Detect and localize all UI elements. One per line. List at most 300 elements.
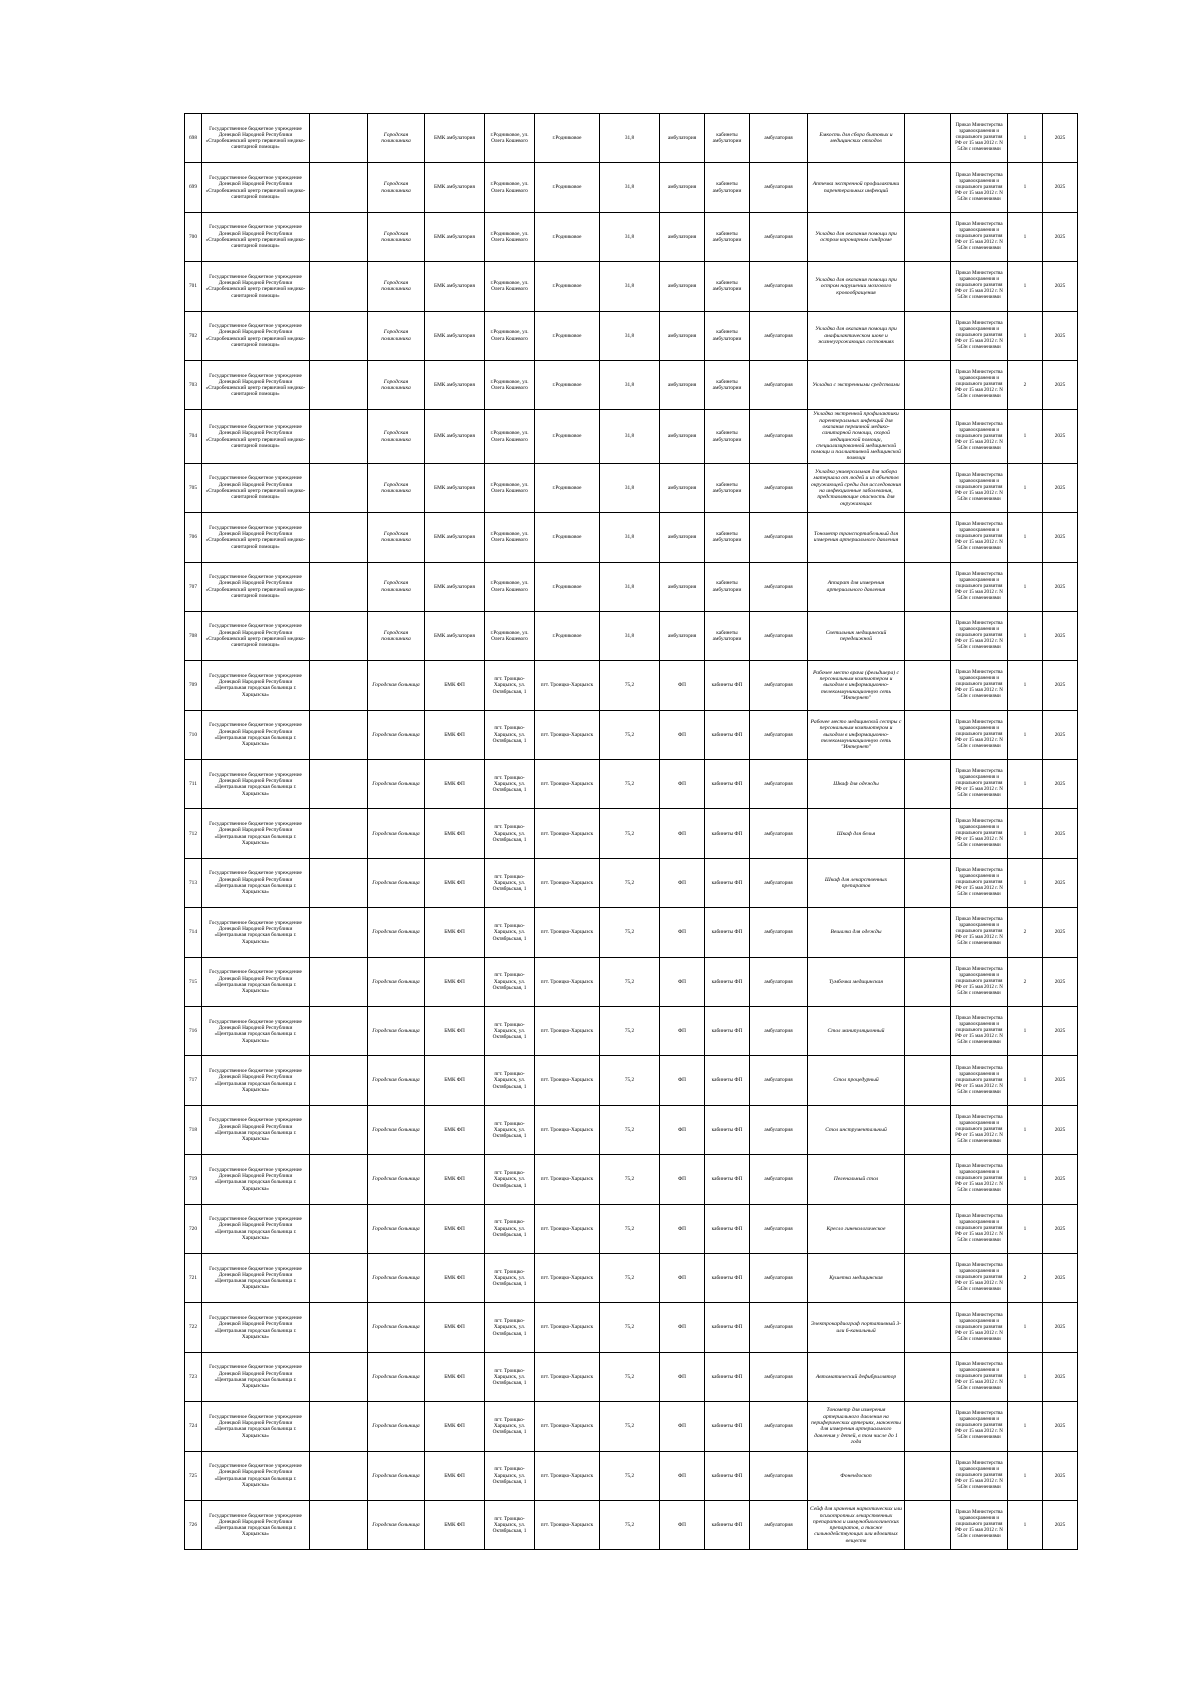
department-cell: амбулатория: [750, 262, 808, 311]
facility-type-cell: Городская больница: [368, 858, 425, 907]
row-number-cell: 711: [185, 760, 202, 809]
unit-cell: БМК амбулатория: [425, 611, 485, 660]
room-cell: кабинеты ФП: [705, 1007, 750, 1056]
legal-basis-cell: Приказ Министерства здравоохранения и социального развития РФ от 15 мая 2012 г. N 543н с изменениями: [951, 908, 1008, 957]
row-number-cell: 709: [185, 661, 202, 710]
empty-cell: [310, 1352, 368, 1401]
equipment-cell: Укладка универсальная для забора материала от людей и из объектов окружающей среды для исследования на инфекционные заболевания, представляющие опасность для окружающих: [808, 463, 905, 512]
empty-cell: [310, 1105, 368, 1154]
row-number-cell: 712: [185, 809, 202, 858]
facility-type-cell: Городская поликлиника: [368, 611, 425, 660]
facility-type-cell: Городская поликлиника: [368, 212, 425, 261]
department-cell: амбулатория: [750, 410, 808, 463]
table-row: [185, 1105, 1078, 1154]
locality-cell: пгт. Троицко-Харцызск: [535, 1007, 600, 1056]
area-cell: 31,8: [600, 463, 660, 512]
empty-cell: [905, 1303, 951, 1352]
locality-cell: пгт. Троицко-Харцызск: [535, 1451, 600, 1500]
organization-cell: Государственное бюджетное учреждение Донецкой Народной Республики «Центральная городская больница г. Харцызска»: [202, 1451, 310, 1500]
address-cell: пгт. Троицко-Харцызск, ул. Октябрьская, 1: [485, 1155, 535, 1204]
equipment-cell: Рабочее место медицинской сестры с персональным компьютером и выходом в информационно-телекоммуникационную сеть "Интернет": [808, 710, 905, 759]
room-cell: кабинеты амбулатории: [705, 212, 750, 261]
unit-cell: БМК ФП: [425, 1155, 485, 1204]
address-cell: пгт. Троицко-Харцызск, ул. Октябрьская, 1: [485, 809, 535, 858]
department-cell: амбулатория: [750, 957, 808, 1006]
organization-cell: Государственное бюджетное учреждение Донецкой Народной Республики «Центральная городская больница г. Харцызска»: [202, 1253, 310, 1302]
organization-cell: Государственное бюджетное учреждение Донецкой Народной Республики «Центральная городская больница г. Харцызска»: [202, 661, 310, 710]
quantity-cell: 1: [1008, 809, 1043, 858]
quantity-cell: 1: [1008, 163, 1043, 212]
equipment-cell: Электрокардиограф портативный 3- или 6-канальный: [808, 1303, 905, 1352]
organization-cell: Государственное бюджетное учреждение Донецкой Народной Республики «Центральная городская больница г. Харцызска»: [202, 710, 310, 759]
address-cell: г.Родниковое, ул. Олега Кошевого: [485, 513, 535, 562]
quantity-cell: 1: [1008, 513, 1043, 562]
table-row: [185, 463, 1078, 512]
organization-cell: Государственное бюджетное учреждение Донецкой Народной Республики «Старобешевский центр первичной медико-санитарной помощи»: [202, 163, 310, 212]
room-cell: кабинеты ФП: [705, 1204, 750, 1253]
empty-cell: [310, 212, 368, 261]
year-cell: 2025: [1043, 1253, 1078, 1302]
quantity-cell: 1: [1008, 611, 1043, 660]
row-number-cell: 700: [185, 212, 202, 261]
row-number-cell: 706: [185, 513, 202, 562]
department-cell: амбулатория: [750, 710, 808, 759]
facility-type-cell: Городская поликлиника: [368, 311, 425, 360]
equipment-cell: Шкаф для лекарственных препаратов: [808, 858, 905, 907]
locality-cell: пгт. Троицко-Харцызск: [535, 858, 600, 907]
row-number-cell: 726: [185, 1500, 202, 1549]
quantity-cell: 2: [1008, 908, 1043, 957]
locality-cell: пгт. Троицко-Харцызск: [535, 1105, 600, 1154]
locality-cell: г.Родниковое: [535, 163, 600, 212]
empty-cell: [905, 1500, 951, 1549]
empty-cell: [310, 1204, 368, 1253]
table-row: [185, 1253, 1078, 1302]
legal-basis-cell: Приказ Министерства здравоохранения и социального развития РФ от 15 мая 2012 г. N 543н с изменениями: [951, 463, 1008, 512]
empty-cell: [310, 957, 368, 1006]
locality-cell: г.Родниковое: [535, 114, 600, 163]
year-cell: 2025: [1043, 809, 1078, 858]
address-cell: пгт. Троицко-Харцызск, ул. Октябрьская, 1: [485, 661, 535, 710]
department-cell: амбулатория: [750, 562, 808, 611]
equipment-cell: Аптечка экстренной профилактики парентеральных инфекций: [808, 163, 905, 212]
facility-type-cell: Городская больница: [368, 1352, 425, 1401]
type-cell: ФП: [660, 1204, 705, 1253]
area-cell: 75,2: [600, 1253, 660, 1302]
type-cell: ФП: [660, 1155, 705, 1204]
locality-cell: пгт. Троицко-Харцызск: [535, 1500, 600, 1549]
facility-type-cell: Городская больница: [368, 908, 425, 957]
year-cell: 2025: [1043, 562, 1078, 611]
empty-cell: [905, 957, 951, 1006]
empty-cell: [905, 513, 951, 562]
quantity-cell: 1: [1008, 1204, 1043, 1253]
unit-cell: БМК ФП: [425, 1056, 485, 1105]
area-cell: 75,2: [600, 957, 660, 1006]
legal-basis-cell: Приказ Министерства здравоохранения и социального развития РФ от 15 мая 2012 г. N 543н с изменениями: [951, 1352, 1008, 1401]
empty-cell: [310, 1056, 368, 1105]
room-cell: кабинеты амбулатории: [705, 360, 750, 409]
empty-cell: [310, 760, 368, 809]
area-cell: 31,8: [600, 562, 660, 611]
department-cell: амбулатория: [750, 1056, 808, 1105]
empty-cell: [905, 212, 951, 261]
organization-cell: Государственное бюджетное учреждение Донецкой Народной Республики «Центральная городская больница г. Харцызска»: [202, 1007, 310, 1056]
locality-cell: пгт. Троицко-Харцызск: [535, 661, 600, 710]
type-cell: ФП: [660, 809, 705, 858]
table-row: [185, 212, 1078, 261]
empty-cell: [905, 760, 951, 809]
organization-cell: Государственное бюджетное учреждение Донецкой Народной Республики «Старобешевский центр первичной медико-санитарной помощи»: [202, 360, 310, 409]
locality-cell: пгт. Троицко-Харцызск: [535, 957, 600, 1006]
quantity-cell: 1: [1008, 311, 1043, 360]
equipment-cell: Укладка для оказания помощи при остром нарушении мозгового кровообращения: [808, 262, 905, 311]
quantity-cell: 1: [1008, 760, 1043, 809]
empty-cell: [310, 1155, 368, 1204]
row-number-cell: 718: [185, 1105, 202, 1154]
area-cell: 75,2: [600, 1204, 660, 1253]
legal-basis-cell: Приказ Министерства здравоохранения и социального развития РФ от 15 мая 2012 г. N 543н с изменениями: [951, 957, 1008, 1006]
room-cell: кабинеты ФП: [705, 1500, 750, 1549]
organization-cell: Государственное бюджетное учреждение Донецкой Народной Республики «Центральная городская больница г. Харцызска»: [202, 1056, 310, 1105]
legal-basis-cell: Приказ Министерства здравоохранения и социального развития РФ от 15 мая 2012 г. N 543н с изменениями: [951, 1303, 1008, 1352]
legal-basis-cell: Приказ Министерства здравоохранения и социального развития РФ от 15 мая 2012 г. N 543н с изменениями: [951, 1204, 1008, 1253]
type-cell: ФП: [660, 1352, 705, 1401]
empty-cell: [310, 360, 368, 409]
room-cell: кабинеты амбулатории: [705, 562, 750, 611]
organization-cell: Государственное бюджетное учреждение Донецкой Народной Республики «Центральная городская больница г. Харцызска»: [202, 957, 310, 1006]
department-cell: амбулатория: [750, 1352, 808, 1401]
room-cell: кабинеты ФП: [705, 1155, 750, 1204]
unit-cell: БМК ФП: [425, 710, 485, 759]
unit-cell: БМК ФП: [425, 760, 485, 809]
type-cell: амбулатория: [660, 212, 705, 261]
equipment-cell: Пеленальный стол: [808, 1155, 905, 1204]
quantity-cell: 1: [1008, 1007, 1043, 1056]
row-number-cell: 705: [185, 463, 202, 512]
table-row: [185, 1056, 1078, 1105]
quantity-cell: 1: [1008, 410, 1043, 463]
address-cell: пгт. Троицко-Харцызск, ул. Октябрьская, 1: [485, 1500, 535, 1549]
address-cell: пгт. Троицко-Харцызск, ул. Октябрьская, 1: [485, 1105, 535, 1154]
organization-cell: Государственное бюджетное учреждение Донецкой Народной Республики «Центральная городская больница г. Харцызска»: [202, 1105, 310, 1154]
empty-cell: [310, 562, 368, 611]
address-cell: г.Родниковое, ул. Олега Кошевого: [485, 311, 535, 360]
quantity-cell: 1: [1008, 1303, 1043, 1352]
legal-basis-cell: Приказ Министерства здравоохранения и социального развития РФ от 15 мая 2012 г. N 543н с изменениями: [951, 1105, 1008, 1154]
address-cell: пгт. Троицко-Харцызск, ул. Октябрьская, 1: [485, 1303, 535, 1352]
type-cell: амбулатория: [660, 262, 705, 311]
row-number-cell: 699: [185, 163, 202, 212]
address-cell: пгт. Троицко-Харцызск, ул. Октябрьская, 1: [485, 858, 535, 907]
unit-cell: БМК амбулатория: [425, 410, 485, 463]
locality-cell: г.Родниковое: [535, 562, 600, 611]
area-cell: 75,2: [600, 760, 660, 809]
area-cell: 75,2: [600, 1056, 660, 1105]
empty-cell: [310, 1451, 368, 1500]
type-cell: ФП: [660, 1500, 705, 1549]
department-cell: амбулатория: [750, 1500, 808, 1549]
table-row: [185, 360, 1078, 409]
room-cell: кабинеты ФП: [705, 1253, 750, 1302]
address-cell: г.Родниковое, ул. Олега Кошевого: [485, 562, 535, 611]
unit-cell: БМК ФП: [425, 1500, 485, 1549]
equipment-cell: Светильник медицинский передвижной: [808, 611, 905, 660]
address-cell: пгт. Троицко-Харцызск, ул. Октябрьская, 1: [485, 1204, 535, 1253]
empty-cell: [905, 661, 951, 710]
legal-basis-cell: Приказ Министерства здравоохранения и социального развития РФ от 15 мая 2012 г. N 543н с изменениями: [951, 562, 1008, 611]
address-cell: пгт. Троицко-Харцызск, ул. Октябрьская, 1: [485, 957, 535, 1006]
room-cell: кабинеты ФП: [705, 1056, 750, 1105]
facility-type-cell: Городская больница: [368, 1056, 425, 1105]
equipment-cell: Стол манипуляционный: [808, 1007, 905, 1056]
quantity-cell: 1: [1008, 1500, 1043, 1549]
year-cell: 2025: [1043, 1105, 1078, 1154]
department-cell: амбулатория: [750, 311, 808, 360]
organization-cell: Государственное бюджетное учреждение Донецкой Народной Республики «Центральная городская больница г. Харцызска»: [202, 908, 310, 957]
quantity-cell: 1: [1008, 1402, 1043, 1451]
type-cell: ФП: [660, 1402, 705, 1451]
locality-cell: г.Родниковое: [535, 262, 600, 311]
department-cell: амбулатория: [750, 360, 808, 409]
type-cell: ФП: [660, 858, 705, 907]
table-row: [185, 858, 1078, 907]
address-cell: г.Родниковое, ул. Олега Кошевого: [485, 410, 535, 463]
row-number-cell: 707: [185, 562, 202, 611]
equipment-cell: Укладка для оказания помощи при остром коронарном синдроме: [808, 212, 905, 261]
room-cell: кабинеты ФП: [705, 908, 750, 957]
type-cell: ФП: [660, 1451, 705, 1500]
area-cell: 75,2: [600, 1007, 660, 1056]
facility-type-cell: Городская больница: [368, 1105, 425, 1154]
row-number-cell: 713: [185, 858, 202, 907]
locality-cell: г.Родниковое: [535, 212, 600, 261]
locality-cell: пгт. Троицко-Харцызск: [535, 1402, 600, 1451]
facility-type-cell: Городская поликлиника: [368, 360, 425, 409]
table-row: [185, 661, 1078, 710]
area-cell: 31,8: [600, 513, 660, 562]
legal-basis-cell: Приказ Министерства здравоохранения и социального развития РФ от 15 мая 2012 г. N 543н с изменениями: [951, 262, 1008, 311]
address-cell: пгт. Троицко-Харцызск, ул. Октябрьская, 1: [485, 760, 535, 809]
table-row: [185, 908, 1078, 957]
equipment-cell: Укладка экстренной профилактики парентеральных инфекций для оказания первичной медико-санитарной помощи, скорой медицинской помощи, специализированной медицинской помощи и паллиативной медицинской помощи: [808, 410, 905, 463]
equipment-cell: Аппарат для измерения артериального давления: [808, 562, 905, 611]
organization-cell: Государственное бюджетное учреждение Донецкой Народной Республики «Старобешевский центр первичной медико-санитарной помощи»: [202, 311, 310, 360]
table-row: [185, 562, 1078, 611]
area-cell: 75,2: [600, 1105, 660, 1154]
area-cell: 75,2: [600, 1451, 660, 1500]
quantity-cell: 1: [1008, 262, 1043, 311]
quantity-cell: 1: [1008, 858, 1043, 907]
area-cell: 31,8: [600, 114, 660, 163]
address-cell: пгт. Троицко-Харцызск, ул. Октябрьская, 1: [485, 1352, 535, 1401]
year-cell: 2025: [1043, 908, 1078, 957]
address-cell: г.Родниковое, ул. Олега Кошевого: [485, 360, 535, 409]
empty-cell: [905, 1056, 951, 1105]
room-cell: кабинеты амбулатории: [705, 463, 750, 512]
type-cell: амбулатория: [660, 410, 705, 463]
equipment-cell: Сейф для хранения наркотических или психотропных лекарственных препаратов и иммунобиологических препаратов, а также сильнодействующих или ядовитых веществ: [808, 1500, 905, 1549]
row-number-cell: 703: [185, 360, 202, 409]
department-cell: амбулатория: [750, 163, 808, 212]
quantity-cell: 2: [1008, 360, 1043, 409]
room-cell: кабинеты ФП: [705, 1303, 750, 1352]
unit-cell: БМК ФП: [425, 1303, 485, 1352]
empty-cell: [905, 114, 951, 163]
locality-cell: г.Родниковое: [535, 311, 600, 360]
department-cell: амбулатория: [750, 1402, 808, 1451]
equipment-cell: Стол инструментальный: [808, 1105, 905, 1154]
area-cell: 75,2: [600, 1155, 660, 1204]
legal-basis-cell: Приказ Министерства здравоохранения и социального развития РФ от 15 мая 2012 г. N 543н с изменениями: [951, 1253, 1008, 1302]
empty-cell: [905, 858, 951, 907]
empty-cell: [310, 463, 368, 512]
empty-cell: [310, 1007, 368, 1056]
room-cell: кабинеты ФП: [705, 661, 750, 710]
address-cell: пгт. Троицко-Харцызск, ул. Октябрьская, 1: [485, 1253, 535, 1302]
locality-cell: пгт. Троицко-Харцызск: [535, 1352, 600, 1401]
unit-cell: БМК ФП: [425, 908, 485, 957]
address-cell: г.Родниковое, ул. Олега Кошевого: [485, 114, 535, 163]
equipment-cell: Тумбочка медицинская: [808, 957, 905, 1006]
empty-cell: [310, 311, 368, 360]
legal-basis-cell: Приказ Министерства здравоохранения и социального развития РФ от 15 мая 2012 г. N 543н с изменениями: [951, 710, 1008, 759]
locality-cell: г.Родниковое: [535, 410, 600, 463]
organization-cell: Государственное бюджетное учреждение Донецкой Народной Республики «Центральная городская больница г. Харцызска»: [202, 1303, 310, 1352]
year-cell: 2025: [1043, 360, 1078, 409]
row-number-cell: 722: [185, 1303, 202, 1352]
equipment-cell: Вешалка для одежды: [808, 908, 905, 957]
empty-cell: [905, 562, 951, 611]
empty-cell: [310, 710, 368, 759]
row-number-cell: 701: [185, 262, 202, 311]
address-cell: г.Родниковое, ул. Олега Кошевого: [485, 163, 535, 212]
unit-cell: БМК ФП: [425, 1451, 485, 1500]
room-cell: кабинеты амбулатории: [705, 262, 750, 311]
row-number-cell: 724: [185, 1402, 202, 1451]
empty-cell: [310, 1500, 368, 1549]
year-cell: 2025: [1043, 661, 1078, 710]
organization-cell: Государственное бюджетное учреждение Донецкой Народной Республики «Старобешевский центр первичной медико-санитарной помощи»: [202, 611, 310, 660]
area-cell: 75,2: [600, 908, 660, 957]
row-number-cell: 704: [185, 410, 202, 463]
type-cell: ФП: [660, 908, 705, 957]
organization-cell: Государственное бюджетное учреждение Донецкой Народной Республики «Центральная городская больница г. Харцызска»: [202, 809, 310, 858]
empty-cell: [905, 262, 951, 311]
locality-cell: пгт. Троицко-Харцызск: [535, 1253, 600, 1302]
room-cell: кабинеты ФП: [705, 760, 750, 809]
year-cell: 2025: [1043, 1155, 1078, 1204]
table-row: [185, 410, 1078, 463]
organization-cell: Государственное бюджетное учреждение Донецкой Народной Республики «Центральная городская больница г. Харцызска»: [202, 1402, 310, 1451]
table-row: [185, 1402, 1078, 1451]
equipment-cell: Кресло гинекологическое: [808, 1204, 905, 1253]
table-row: [185, 163, 1078, 212]
legal-basis-cell: Приказ Министерства здравоохранения и социального развития РФ от 15 мая 2012 г. N 543н с изменениями: [951, 760, 1008, 809]
room-cell: кабинеты амбулатории: [705, 611, 750, 660]
empty-cell: [310, 908, 368, 957]
department-cell: амбулатория: [750, 908, 808, 957]
quantity-cell: 1: [1008, 212, 1043, 261]
facility-type-cell: Городская больница: [368, 1451, 425, 1500]
quantity-cell: 1: [1008, 1155, 1043, 1204]
room-cell: кабинеты ФП: [705, 809, 750, 858]
row-number-cell: 721: [185, 1253, 202, 1302]
empty-cell: [310, 262, 368, 311]
department-cell: амбулатория: [750, 1007, 808, 1056]
facility-type-cell: Городская больница: [368, 1253, 425, 1302]
table-body: [185, 114, 1078, 1550]
equipment-cell: Рабочее место врача (фельдшера) с персональным компьютером и выходом в информационно-телекоммуникационную сеть "Интернет": [808, 661, 905, 710]
type-cell: амбулатория: [660, 463, 705, 512]
legal-basis-cell: Приказ Министерства здравоохранения и социального развития РФ от 15 мая 2012 г. N 543н с изменениями: [951, 212, 1008, 261]
equipment-cell: Автоматический дефибриллятор: [808, 1352, 905, 1401]
room-cell: кабинеты ФП: [705, 957, 750, 1006]
type-cell: амбулатория: [660, 311, 705, 360]
locality-cell: пгт. Троицко-Харцызск: [535, 710, 600, 759]
area-cell: 75,2: [600, 858, 660, 907]
empty-cell: [905, 908, 951, 957]
table-row: [185, 1451, 1078, 1500]
empty-cell: [905, 1402, 951, 1451]
facility-type-cell: Городская поликлиника: [368, 513, 425, 562]
room-cell: кабинеты амбулатории: [705, 410, 750, 463]
legal-basis-cell: Приказ Министерства здравоохранения и социального развития РФ от 15 мая 2012 г. N 543н с изменениями: [951, 1500, 1008, 1549]
legal-basis-cell: Приказ Министерства здравоохранения и социального развития РФ от 15 мая 2012 г. N 543н с изменениями: [951, 1451, 1008, 1500]
legal-basis-cell: Приказ Министерства здравоохранения и социального развития РФ от 15 мая 2012 г. N 543н с изменениями: [951, 360, 1008, 409]
area-cell: 75,2: [600, 809, 660, 858]
year-cell: 2025: [1043, 311, 1078, 360]
unit-cell: БМК амбулатория: [425, 262, 485, 311]
organization-cell: Государственное бюджетное учреждение Донецкой Народной Республики «Старобешевский центр первичной медико-санитарной помощи»: [202, 262, 310, 311]
empty-cell: [310, 163, 368, 212]
area-cell: 31,8: [600, 611, 660, 660]
quantity-cell: 2: [1008, 1253, 1043, 1302]
facility-type-cell: Городская больница: [368, 809, 425, 858]
year-cell: 2025: [1043, 710, 1078, 759]
quantity-cell: 2: [1008, 957, 1043, 1006]
legal-basis-cell: Приказ Министерства здравоохранения и социального развития РФ от 15 мая 2012 г. N 543н с изменениями: [951, 410, 1008, 463]
row-number-cell: 716: [185, 1007, 202, 1056]
organization-cell: Государственное бюджетное учреждение Донецкой Народной Республики «Старобешевский центр первичной медико-санитарной помощи»: [202, 410, 310, 463]
equipment-cell: Фонендоскоп: [808, 1451, 905, 1500]
department-cell: амбулатория: [750, 809, 808, 858]
locality-cell: г.Родниковое: [535, 513, 600, 562]
address-cell: пгт. Троицко-Харцызск, ул. Октябрьская, 1: [485, 1007, 535, 1056]
quantity-cell: 1: [1008, 1105, 1043, 1154]
department-cell: амбулатория: [750, 661, 808, 710]
quantity-cell: 1: [1008, 1352, 1043, 1401]
organization-cell: Государственное бюджетное учреждение Донецкой Народной Республики «Старобешевский центр первичной медико-санитарной помощи»: [202, 463, 310, 512]
locality-cell: пгт. Троицко-Харцызск: [535, 1204, 600, 1253]
locality-cell: пгт. Троицко-Харцызск: [535, 1303, 600, 1352]
unit-cell: БМК амбулатория: [425, 311, 485, 360]
empty-cell: [310, 661, 368, 710]
facility-type-cell: Городская больница: [368, 1500, 425, 1549]
address-cell: г.Родниковое, ул. Олега Кошевого: [485, 262, 535, 311]
equipment-cell: Укладка с экстренными средствами: [808, 360, 905, 409]
facility-type-cell: Городская больница: [368, 1007, 425, 1056]
quantity-cell: 1: [1008, 1451, 1043, 1500]
table-row: [185, 1155, 1078, 1204]
empty-cell: [310, 809, 368, 858]
row-number-cell: 723: [185, 1352, 202, 1401]
table-row: [185, 114, 1078, 163]
quantity-cell: 1: [1008, 463, 1043, 512]
empty-cell: [310, 1253, 368, 1302]
quantity-cell: 1: [1008, 661, 1043, 710]
row-number-cell: 717: [185, 1056, 202, 1105]
